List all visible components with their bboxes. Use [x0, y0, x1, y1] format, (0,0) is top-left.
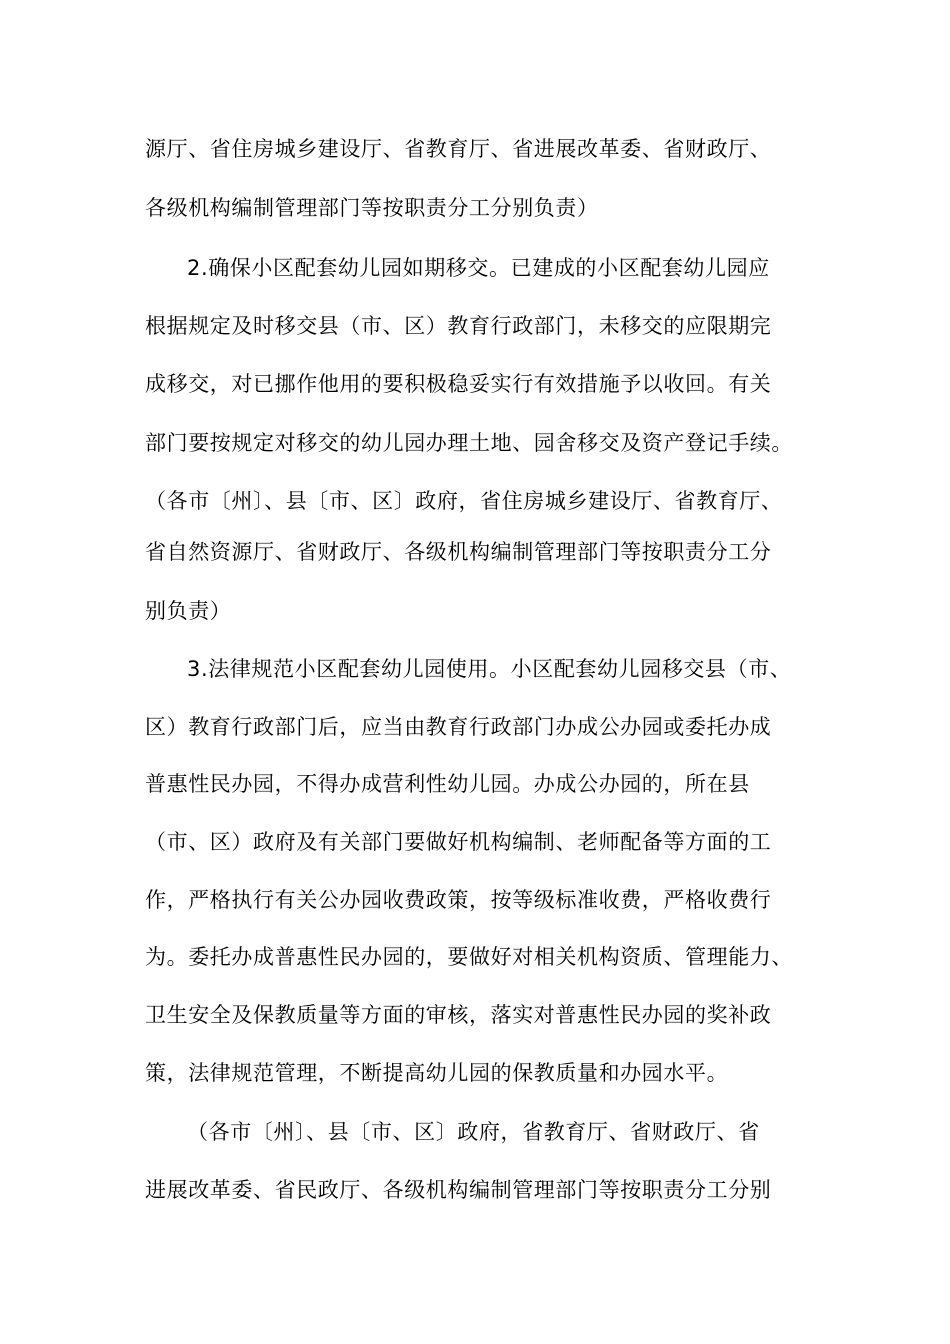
text-line: 作，严格执行有关公办园收费政策，按等级标准收费，严格收费行 [145, 888, 772, 912]
text-line: 进展改革委、省民政厅、各级机构编制管理部门等按职责分工分别 [145, 1178, 772, 1202]
text-line: （市、区）政府及有关部门要做好机构编制、老师配备等方面的工 [145, 830, 772, 854]
text-line: 各级机构编制管理部门等按职责分工分别负责） [145, 196, 599, 220]
text-line: 根据规定及时移交县（市、区）教育行政部门，未移交的应限期完 [145, 314, 772, 338]
text-line: （各市〔州〕、县〔市、区〕政府，省教育厅、省财政厅、省 [187, 1120, 760, 1144]
paragraph-heading-2: 2.确保小区配套幼儿园如期移交。已建成的小区配套幼儿园应 [187, 256, 770, 280]
text-line: 省自然资源厅、省财政厅、各级机构编制管理部门等按职责分工分 [145, 540, 772, 564]
text-line: 源厅、省住房城乡建设厅、省教育厅、省进展改革委、省财政厅、 [145, 137, 772, 161]
text-line: 为。委托办成普惠性民办园的，要做好对相关机构资质、管理能力、 [145, 945, 793, 969]
text-line: 普惠性民办园，不得办成营利性幼儿园。办成公办园的，所在县 [145, 772, 750, 796]
text-line: 部门要按规定对移交的幼儿园办理土地、园舍移交及资产登记手续。 [145, 431, 793, 455]
text-line: 卫生安全及保教质量等方面的审核，落实对普惠性民办园的奖补政 [145, 1003, 772, 1027]
text-line: 策，法律规范管理，不断提高幼儿园的保教质量和办园水平。 [145, 1061, 729, 1085]
text-line: 别负责） [145, 599, 232, 623]
paragraph-heading-3: 3.法律规范小区配套幼儿园使用。小区配套幼儿园移交县（市、 [187, 657, 792, 681]
text-line: （各市〔州〕、县〔市、区〕政府，省住房城乡建设厅、省教育厅、 [145, 489, 783, 513]
text-line: 区）教育行政部门后，应当由教育行政部门办成公办园或委托办成 [145, 715, 772, 739]
text-line: 成移交，对已挪作他用的要积极稳妥实行有效措施予以收回。有关 [145, 372, 772, 396]
